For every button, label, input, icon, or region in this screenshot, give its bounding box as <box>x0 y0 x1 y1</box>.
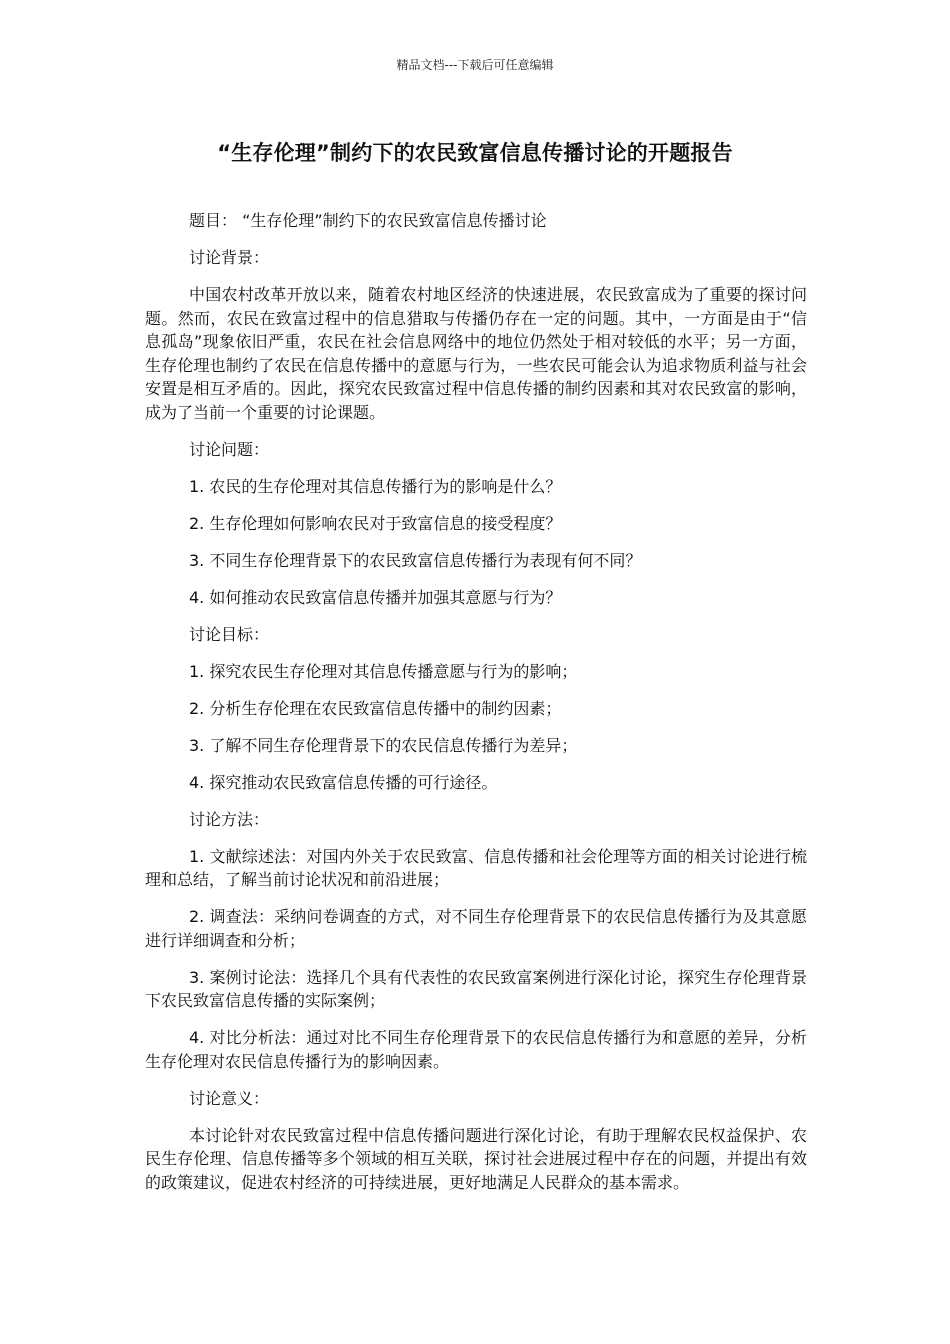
method-item: 4. 对比分析法：通过对比不同生存伦理背景下的农民信息传播行为和意愿的差异，分析生存伦理对农民信息传播行为的影响因素。 <box>145 1028 807 1071</box>
question-item: 4. 如何推动农民致富信息传播并加强其意愿与行为？ <box>189 587 562 607</box>
objective-item: 3. 了解不同生存伦理背景下的农民信息传播行为差异； <box>189 735 578 755</box>
methods-heading: 讨论方法： <box>189 809 270 829</box>
significance-heading: 讨论意义： <box>189 1088 270 1108</box>
method-item: 3. 案例讨论法：选择几个具有代表性的农民致富案例进行深化讨论，探究生存伦理背景下农民致富信息传播的实际案例； <box>145 967 807 1010</box>
method-item: 2. 调查法：采纳问卷调查的方式，对不同生存伦理背景下的农民信息传播行为及其意愿进行详细调查和分析； <box>145 907 807 950</box>
method-item: 1. 文献综述法：对国内外关于农民致富、信息传播和社会伦理等方面的相关讨论进行梳理和总结，了解当前讨论状况和前沿进展； <box>145 846 807 889</box>
questions-heading: 讨论问题： <box>189 439 270 459</box>
objective-item: 1. 探究农民生存伦理对其信息传播意愿与行为的影响； <box>189 661 578 681</box>
background-paragraph: 中国农村改革开放以来，随着农村地区经济的快速进展，农民致富成为了重要的探讨问题。然而，农民在致富过程中的信息猎取与传播仍存在一定的问题。其中，一方面是由于“信息孤岛”现象依旧严重，农民在社会信息网络中的地位仍然处于相对较低的水平；另一方面，生存伦理也制约了农民在信息传播中的意愿与行为，一些农民可能会认为追求物质利益与社会安置是相互矛盾的。因此，探究农民致富过程中信息传播的制约因素和其对农民致富的影响，成为了当前一个重要的讨论课题。 <box>145 285 807 422</box>
objective-item: 4. 探究推动农民致富信息传播的可行途径。 <box>189 772 498 792</box>
page-header-note: 精品文档---下载后可任意编辑 <box>396 58 554 72</box>
question-item: 1. 农民的生存伦理对其信息传播行为的影响是什么？ <box>189 476 562 496</box>
significance-paragraph: 本讨论针对农民致富过程中信息传播问题进行深化讨论，有助于理解农民权益保护、农民生存伦理、信息传播等多个领域的相互关联，探讨社会进展过程中存在的问题，并提出有效的政策建议，促进农村经济的可持续进展，更好地满足人民群众的基本需求。 <box>145 1125 807 1192</box>
question-item: 2. 生存伦理如何影响农民对于致富信息的接受程度？ <box>189 513 562 533</box>
objective-item: 2. 分析生存伦理在农民致富信息传播中的制约因素； <box>189 698 562 718</box>
topic-line: 题目： “生存伦理”制约下的农民致富信息传播讨论 <box>189 211 547 230</box>
document-body <box>145 209 807 1208</box>
question-item: 3. 不同生存伦理背景下的农民致富信息传播行为表现有何不同？ <box>189 550 642 570</box>
document-title: “生存伦理”制约下的农民致富信息传播讨论的开题报告 <box>217 141 733 165</box>
background-heading: 讨论背景： <box>189 248 270 267</box>
objectives-heading: 讨论目标： <box>189 624 270 644</box>
